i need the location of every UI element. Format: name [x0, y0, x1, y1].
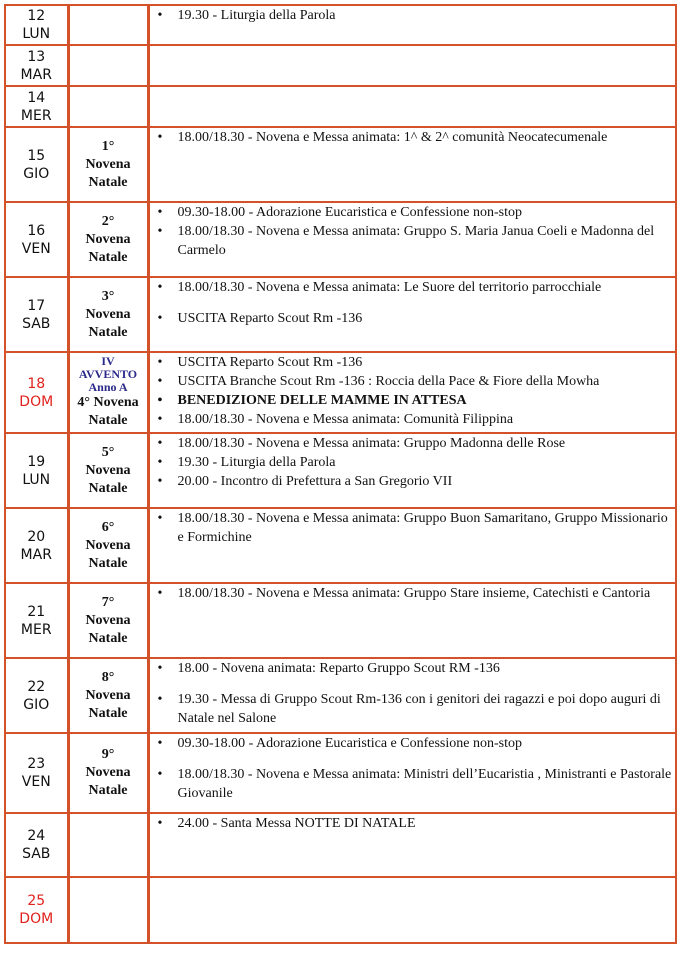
- event-list: [150, 584, 676, 603]
- day-number: 16: [27, 222, 46, 239]
- day-number: 21: [27, 603, 46, 620]
- calendar-row: [5, 813, 676, 877]
- day-number: 19: [27, 453, 46, 470]
- novena-cell: [68, 508, 148, 583]
- day-number: 25: [27, 893, 46, 909]
- novena-label: Natale: [88, 480, 128, 496]
- novena-label: Novena: [85, 156, 131, 172]
- calendar-body: [5, 5, 676, 943]
- event-list: [150, 128, 676, 147]
- events-cell: [148, 352, 676, 433]
- day-cell: [5, 877, 68, 943]
- day-number: 18: [27, 375, 46, 392]
- event-item: • 18.00/18.30 - Novena e Messa animata: Gruppo Buon Samaritano, Gruppo Missionario e Formichine: [178, 509, 676, 547]
- events-cell: [148, 277, 676, 352]
- novena-label: Novena: [85, 462, 131, 478]
- event-item: • 18.00/18.30 - Novena e Messa animata: Gruppo S. Maria Janua Coeli e Madonna del Carmelo: [178, 222, 676, 260]
- event-list: [150, 278, 676, 328]
- calendar-row: [5, 433, 676, 508]
- novena-cell: [68, 813, 148, 877]
- events-cell: [148, 202, 676, 277]
- calendar-row: [5, 508, 676, 583]
- day-cell: [5, 277, 68, 352]
- weekday: VEN: [21, 240, 51, 257]
- day-number: 24: [27, 828, 46, 844]
- day-cell: [5, 127, 68, 202]
- novena-label: 7°: [101, 594, 115, 610]
- calendar-row: [5, 583, 676, 658]
- weekday: MAR: [20, 66, 52, 83]
- novena-label: 3°: [101, 288, 115, 304]
- novena-cell: [68, 433, 148, 508]
- event-item: • USCITA Reparto Scout Rm -136: [178, 309, 676, 328]
- weekday: MAR: [20, 546, 52, 563]
- novena-cell: [68, 5, 148, 45]
- event-item: • 24.00 - Santa Messa NOTTE DI NATALE: [178, 814, 676, 833]
- weekday: DOM: [19, 393, 54, 410]
- novena-cell: [68, 127, 148, 202]
- calendar-row: [5, 127, 676, 202]
- day-number: 20: [27, 528, 46, 545]
- novena-cell: [68, 877, 148, 943]
- novena-label: 8°: [101, 669, 115, 685]
- day-number: 15: [27, 147, 46, 164]
- event-item: • 19.30 - Liturgia della Parola: [178, 453, 676, 472]
- weekday: SAB: [22, 315, 51, 332]
- weekday: LUN: [22, 471, 51, 488]
- event-item: • 18.00/18.30 - Novena e Messa animata: Gruppo Stare insieme, Catechisti e Cantoria: [178, 584, 676, 603]
- day-cell: [5, 202, 68, 277]
- day-cell: [5, 583, 68, 658]
- novena-label: Natale: [88, 249, 128, 265]
- novena-label: Natale: [88, 324, 128, 340]
- novena-label: Novena: [85, 537, 131, 553]
- novena-cell: [68, 733, 148, 813]
- events-cell: [148, 813, 676, 877]
- day-cell: [5, 658, 68, 733]
- calendar-row: [5, 5, 676, 45]
- events-cell: [148, 86, 676, 127]
- calendar-row: [5, 877, 676, 943]
- calendar-table: [4, 4, 677, 944]
- day-number: 23: [27, 756, 46, 772]
- novena-cell: [68, 45, 148, 86]
- weekday: MER: [20, 621, 52, 638]
- event-item: • 18.00/18.30 - Novena e Messa animata: 1^ & 2^ comunità Neocatecumenale: [178, 128, 676, 147]
- event-list: [150, 203, 676, 260]
- novena-label: 5°: [101, 444, 115, 460]
- advent-label: Anno A: [88, 380, 128, 394]
- novena-label: 2°: [101, 213, 115, 229]
- calendar-row: [5, 86, 676, 127]
- event-item: • 19.30 - Messa di Gruppo Scout Rm-136 con i genitori dei ragazzi e poi dopo auguri di Natale nel Salone: [178, 690, 676, 728]
- events-cell: [148, 127, 676, 202]
- novena-label: Natale: [88, 783, 128, 798]
- event-item: • 18.00/18.30 - Novena e Messa animata: Ministri dell’Eucaristia , Ministranti e Pastorale Giovanile: [178, 765, 676, 803]
- novena-label: Natale: [88, 174, 128, 190]
- novena-label: Natale: [88, 630, 128, 646]
- weekday: MER: [20, 107, 52, 124]
- event-item: • 18.00 - Novena animata: Reparto Gruppo Scout RM -136: [178, 659, 676, 678]
- event-item: • USCITA Branche Scout Rm -136 : Roccia della Pace & Fiore della Mowha: [178, 372, 676, 391]
- event-list: [150, 509, 676, 547]
- novena-cell: [68, 277, 148, 352]
- events-cell: [148, 583, 676, 658]
- events-cell: [148, 508, 676, 583]
- weekday: GIO: [23, 696, 50, 713]
- calendar-row: [5, 733, 676, 813]
- day-cell: [5, 508, 68, 583]
- novena-label: 4° Novena: [77, 395, 139, 410]
- novena-label: Natale: [88, 413, 128, 428]
- events-cell: [148, 5, 676, 45]
- novena-label: 9°: [101, 747, 115, 762]
- weekday: GIO: [23, 165, 50, 182]
- calendar-row: [5, 352, 676, 433]
- event-item: • 09.30-18.00 - Adorazione Eucaristica e Confessione non-stop: [178, 203, 676, 222]
- events-cell: [148, 658, 676, 733]
- novena-cell: [68, 658, 148, 733]
- day-cell: [5, 86, 68, 127]
- novena-label: Natale: [88, 555, 128, 571]
- day-number: 22: [27, 678, 46, 695]
- weekday: VEN: [21, 774, 51, 790]
- day-number: 12: [27, 8, 46, 24]
- weekday: LUN: [22, 26, 51, 42]
- novena-label: 6°: [101, 519, 115, 535]
- day-number: 13: [27, 48, 46, 65]
- calendar-row: [5, 658, 676, 733]
- event-item: • 20.00 - Incontro di Prefettura a San Gregorio VII: [178, 472, 676, 491]
- events-cell: [148, 877, 676, 943]
- novena-cell: [68, 583, 148, 658]
- novena-label: Novena: [85, 765, 131, 780]
- event-list: [150, 814, 676, 833]
- day-number: 17: [27, 297, 46, 314]
- weekday: SAB: [22, 846, 51, 862]
- events-cell: [148, 433, 676, 508]
- advent-label: AVVENTO: [78, 367, 138, 381]
- calendar-row: [5, 277, 676, 352]
- event-item: • 19.30 - Liturgia della Parola: [178, 6, 676, 25]
- day-cell: [5, 433, 68, 508]
- day-cell: [5, 352, 68, 433]
- event-list: [150, 6, 676, 25]
- novena-label: Novena: [85, 306, 131, 322]
- day-cell: [5, 5, 68, 45]
- event-item: • 18.00/18.30 - Novena e Messa animata: Comunità Filippina: [178, 410, 676, 429]
- event-item: • 18.00/18.30 - Novena e Messa animata: Gruppo Madonna delle Rose: [178, 434, 676, 453]
- events-cell: [148, 733, 676, 813]
- event-list: [150, 434, 676, 491]
- event-list: [150, 734, 676, 803]
- event-item: • 18.00/18.30 - Novena e Messa animata: Le Suore del territorio parrocchiale: [178, 278, 676, 297]
- event-item: • USCITA Reparto Scout Rm -136: [178, 353, 676, 372]
- weekday: DOM: [19, 911, 54, 927]
- event-list: [150, 353, 676, 429]
- novena-label: Novena: [85, 687, 131, 703]
- novena-label: Novena: [85, 231, 131, 247]
- novena-cell: [68, 86, 148, 127]
- novena-cell: [68, 352, 148, 433]
- day-cell: [5, 813, 68, 877]
- novena-label: 1°: [101, 138, 115, 154]
- event-list: [150, 659, 676, 728]
- calendar-row: [5, 45, 676, 86]
- event-item: • BENEDIZIONE DELLE MAMME IN ATTESA: [178, 391, 676, 410]
- novena-label: Novena: [85, 612, 131, 628]
- novena-label: Natale: [88, 705, 128, 721]
- day-cell: [5, 733, 68, 813]
- day-number: 14: [27, 89, 46, 106]
- advent-label: IV: [101, 354, 115, 368]
- event-item: • 09.30-18.00 - Adorazione Eucaristica e Confessione non-stop: [178, 734, 676, 753]
- day-cell: [5, 45, 68, 86]
- novena-cell: [68, 202, 148, 277]
- events-cell: [148, 45, 676, 86]
- calendar-row: [5, 202, 676, 277]
